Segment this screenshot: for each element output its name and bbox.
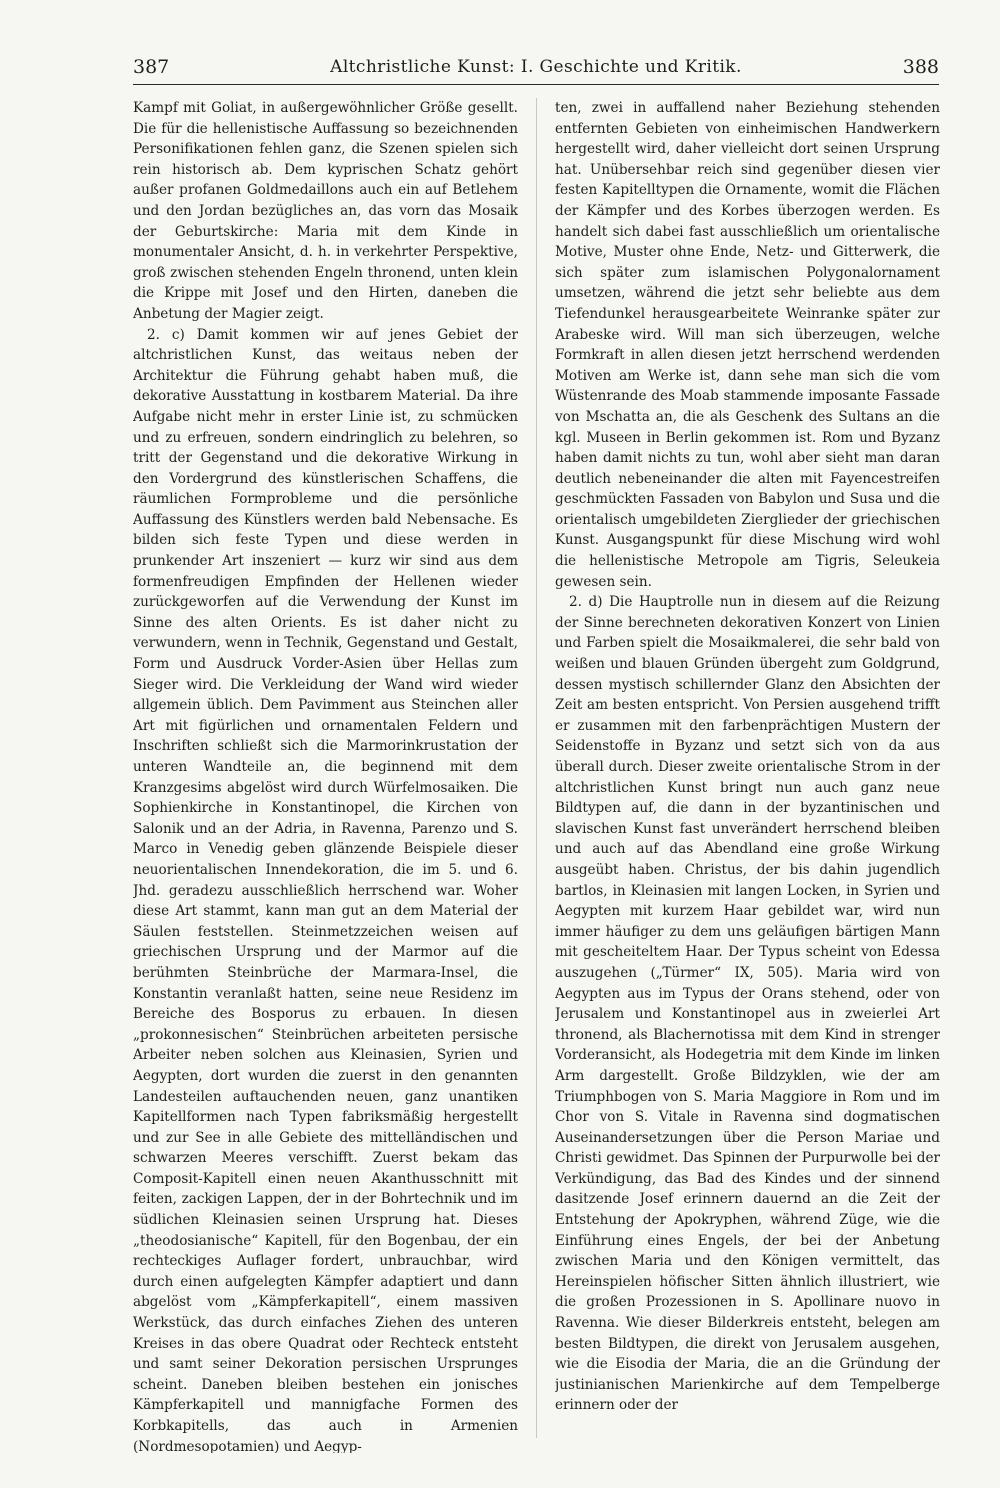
paragraph: Kampf mit Goliat, in außergewöhnlicher Größe gesellt. Die für die hellenistische Auffassung so bezeichnenden Personifikationen fehlen ganz, die Szenen spielen sich rein historisch ab. Dem kyprischen Schatz gehört außer profanen Goldmedaillons auch ein auf Betlehem und den Jordan bezügliches an, das vorn das Mosaik der Geburtskirche: Maria mit dem Kinde in monumentaler Ansicht, d. h. in verkehrter Perspektive, groß zwischen stehenden Engeln thronend, unten klein die Krippe mit Josef und den Hirten, daneben die Anbetung der Magier zeigt. xyxy=(133,100,518,322)
paragraph: ten, zwei in auffallend naher Beziehung stehenden entfernten Gebieten von einheimischen Handwerkern hergestellt wird, daher vielleicht dort seinen Ursprung hat. Unübersehbar reich sind gegenüber diesen vier festen Kapitelltypen die Ornamente, womit die Flächen der Kämpfer und des Korbes überzogen werden. Es handelt sich dabei fast ausschließlich um orientalische Motive, Muster ohne Ende, Netz- und Gitterwerk, die sich später zum islamischen Polygonalornament umsetzen, während die jetzt sehr beliebte aus dem Tiefendunkel herausgearbeitete Weinranke später zur Arabeske wird. Will man sich überzeugen, welche Formkraft in allen diesen jetzt herrschend werdenden Motiven am Werke ist, dann sehe man sich die vom Wüstenrande des Moab stammende imposante Fassade von Mschatta an, die als Geschenk des Sultans an die kgl. Museen in Berlin gekommen ist. Rom und Byzanz haben damit nichts zu tun, wohl aber sieht man daran deutlich nebeneinander die alten mit Fayencestreifen geschmückten Fassaden von Babylon und Susa und die orientalisch umgebildeten Zierglieder der griechischen Kunst. Ausgangspunkt für diese Mischung wird wohl die hellenistische Metropole am Tigris, Seleukeia gewesen sein. xyxy=(555,100,940,590)
running-header xyxy=(133,50,939,85)
page-number-right: 388 xyxy=(902,56,939,78)
paragraph: 2. c) Damit kommen wir auf jenes Gebiet der altchristlichen Kunst, das weitaus neben der Architektur die Führung gehabt haben muß, die dekorative Ausstattung in kostbarem Material. Da ihre Aufgabe nicht mehr in erster Linie ist, zu schmücken und zu erfreuen, sondern eindringlich zu belehren, so tritt der Gegenstand und die dekorative Wirkung in den Vordergrund des künstlerischen Schaffens, die räumlichen Formprobleme und die persönliche Auffassung des Künstlers werden bald Nebensache. Es bilden sich feste Typen und diese werden in prunkender Art inszeniert — kurz wir sind aus dem formenfreudigen Empfinden der Hellenen wieder zurückgeworfen auf die Verwendung der Kunst im Sinne des alten Orients. Es ist daher nicht zu verwundern, wenn in Technik, Gegenstand und Gestalt, Form und Ausdruck Vorder-Asien über Hellas zum Sieger wird. Die Verkleidung der Wand wird wieder allgemein üblich. Dem Pavimment aus Steinchen aller Art mit figürlichen und ornamentalen Feldern und Inschriften schließt sich die Marmorinkrustation der unteren Wandteile an, die beginnend mit dem Kranzgesims abgelöst wird durch Würfelmosaiken. Die Sophienkirche in Konstantinopel, die Kirchen von Salonik und an der Adria, in Ravenna, Parenzo und S. Marco in Venedig geben glänzende Beispiele dieser neuorientalischen Innendekoration, die im 5. und 6. Jhd. geradezu ausschließlich herrschend war. Woher diese Art stammt, kann man gut an dem Material der Säulen feststellen. Steinmetzzeichen weisen auf griechischen Ursprung und der Marmor auf die berühmten Steinbrüche der Marmara-Insel, die Konstantin veranlaßt hatten, seine neue Residenz im Bereiche des Bosporus zu erbauen. In diesen „prokonnesischen“ Steinbrüchen arbeiteten persische Arbeiter neben solchen aus Kleinasien, Syrien und Aegypten, dort wurden die zuerst in den genannten Landesteilen auftauchenden neuen, ganz unantiken Kapitellformen nach Typen fabriksmäßig hergestellt und zur See in alle Gebiete des mittelländischen und schwarzen Meeres verschifft. Zuerst bekam das Composit-Kapitell einen neuen Akanthusschnitt mit feiten, zackigen Lappen, der in der Bohrtechnik und im südlichen Kleinasien seinen Ursprung hat. Dieses „theodosianische“ Kapitell, für den Bogenbau, der ein rechteckiges Auflager fordert, unbrauchbar, wird durch einen aufgelegten Kämpfer adaptiert und dann abgelöst vom „Kämpferkapitell“, einem massiven Werkstück, das durch einfaches Ziehen des unteren Kreises in das obere Quadrat oder Rechteck entsteht und samt seiner Dekoration persischen Ursprunges scheint. Daneben bleiben bestehen ein jonisches Kämpferkapitell und mannigfache Formen des Korbkapitells, das auch in Armenien (Nordmesopotamien) und Aegyp- xyxy=(133,326,518,1453)
column-divider xyxy=(536,98,537,1438)
running-title: Altchristliche Kunst: I. Geschichte und Kritik. xyxy=(330,57,742,77)
page-number-left: 387 xyxy=(133,56,170,78)
right-column xyxy=(555,98,940,1453)
left-column xyxy=(133,98,518,1453)
paragraph: 2. d) Die Hauptrolle nun in diesem auf die Reizung der Sinne berechneten dekorativen Konzert von Linien und Farben spielt die Mosaikmalerei, die sehr bald von weißen und blauen Gründen übergeht zum Goldgrund, dessen mystisch schillernder Glanz den Absichten der Zeit am besten entspricht. Von Persien ausgehend trifft er zusammen mit den farbenprächtigen Mustern der Seidenstoffe in Byzanz und setzt sich von da aus überall durch. Dieser zweite orientalische Strom in der altchristlichen Kunst bringt nun auch ganz neue Bildtypen auf, die dann in der byzantinischen und slavischen Kunst fast unverändert herrschend bleiben und auch auf das Abendland eine große Wirkung ausgeübt haben. Christus, der bis dahin jugendlich bartlos, in Kleinasien mit langen Locken, in Syrien und Aegypten mit kurzem Haar gebildet war, wird nun immer häufiger zu dem uns geläufigen bärtigen Mann mit gescheiteltem Haar. Der Typus scheint von Edessa auszugehen („Türmer“ IX, 505). Maria wird von Aegypten aus im Typus der Orans stehend, oder von Jerusalem und Konstantinopel aus in zweierlei Art thronend, als Blachernotissa mit dem Kind in strenger Vorderansicht, als Hodegetria mit dem Kinde im linken Arm dargestellt. Große Bildzyklen, wie der am Triumphbogen von S. Maria Maggiore in Rom und im Chor von S. Vitale in Ravenna sind dogmatischen Auseinandersetzungen über die Person Mariae und Christi gewidmet. Das Spinnen der Purpurwolle bei der Verkündigung, das Bad des Kindes und der sinnend dasitzende Josef erinnern dauernd an die Zeit der Entstehung der Apokryphen, während Züge, wie die Einführung eines Engels, der bei der Anbetung zwischen Maria und den Königen vermittelt, das Hereinspielen höfischer Sitten ähnlich illustriert, wie die großen Prozessionen in S. Apollinare nuovo in Ravenna. Wie dieser Bilderkreis entsteht, belegen am besten Bildtypen, die direkt von Jerusalem ausgehen, wie die Eisodia der Maria, die an die Gründung der justinianischen Marienkirche auf dem Tempelberge erinnern oder der xyxy=(555,594,940,1414)
